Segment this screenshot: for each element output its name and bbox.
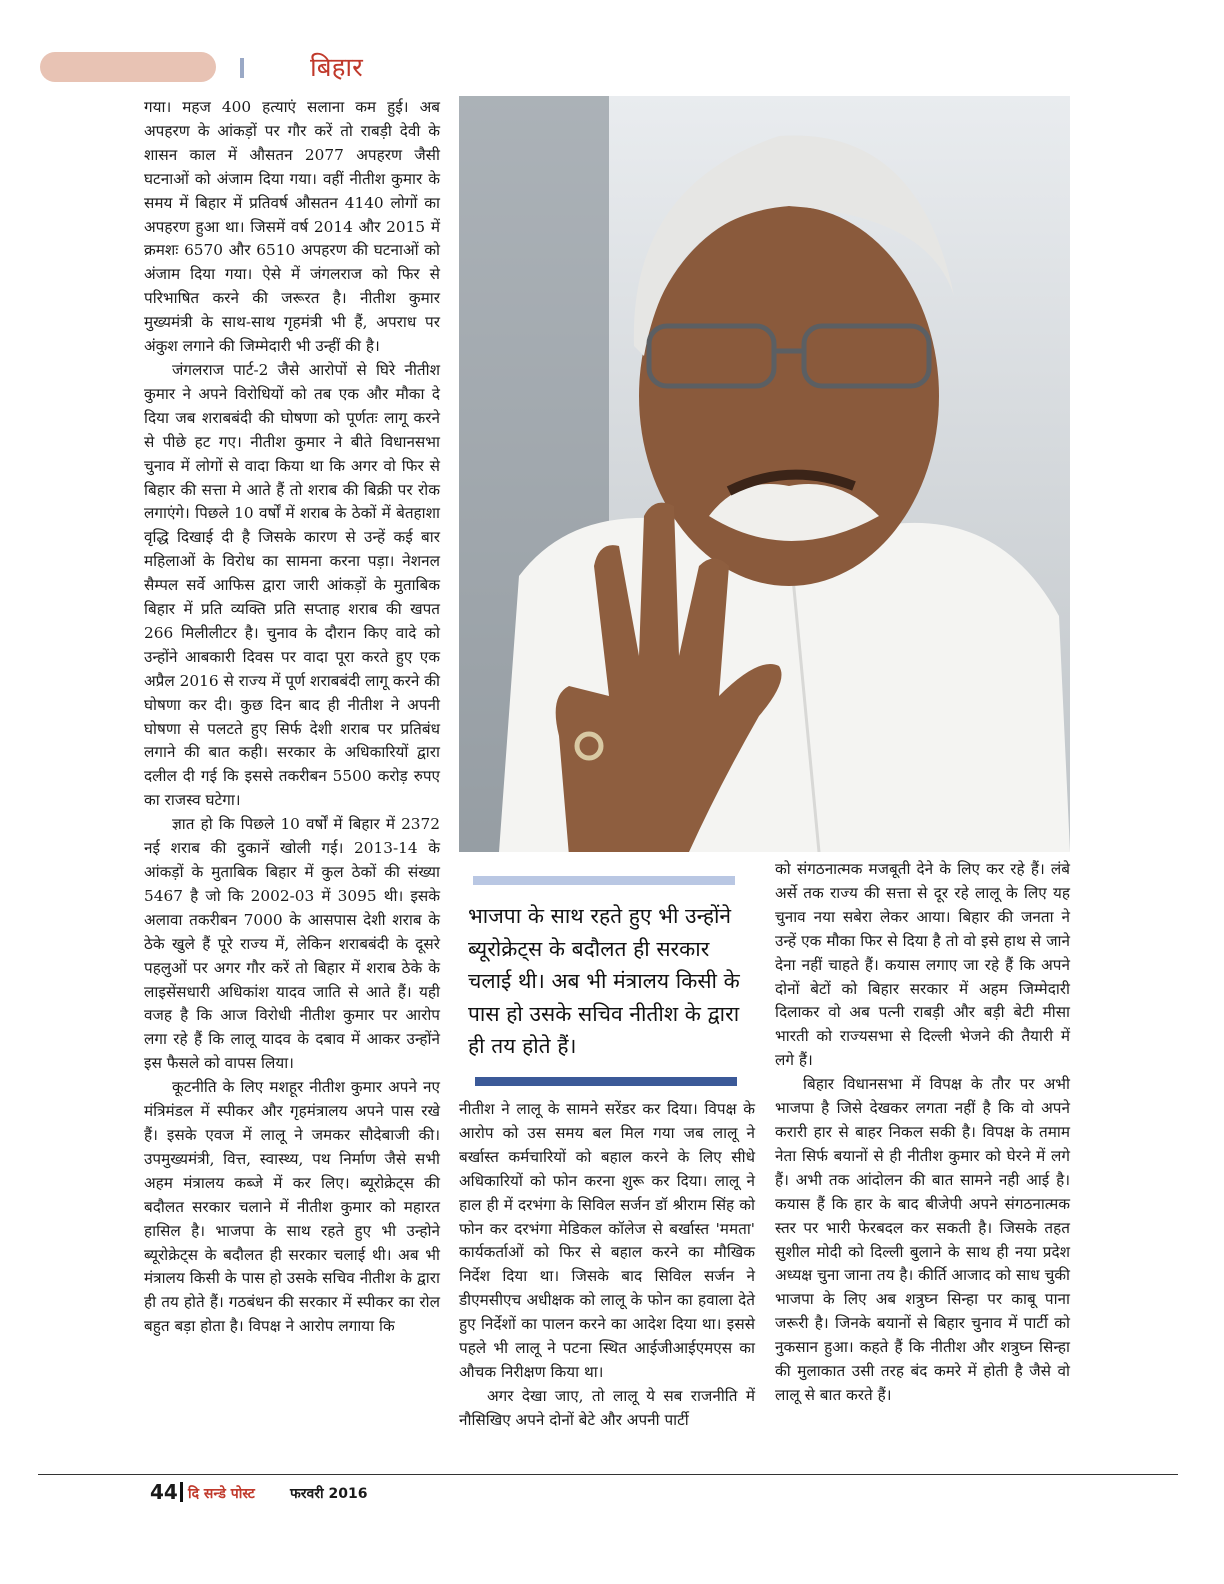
paragraph: नीतीश ने लालू के सामने सरेंडर कर दिया। विपक्ष के आरोप को उस समय बल मिल गया जब लालू ने बर्खास्त कर्मचारियों को बहाल करने के लिए सीधे अधिकारियों को फोन करना शुरू कर दिया। लालू ने हाल ही में दरभंगा के सिविल सर्जन डॉ श्रीराम सिंह को फोन कर दरभंगा मेडिकल कॉलेज से बर्खास्त 'ममता' कार्यकर्ताओं को फिर से बहाल करने का मौखिक निर्देश दिया था। जिसके बाद सिविल सर्जन ने डीएमसीएच अधीक्षक को लालू के फोन का हवाला देते हुए निर्देशों का पालन करने का आदेश दिया था। इससे पहले भी लालू ने पटना स्थित आईजीआईएमएस का औचक निरीक्षण किया था। <box>459 1100 755 1381</box>
paragraph: अगर देखा जाए, तो लालू ये सब राजनीति में नौसिखिए अपने दोनों बेटे और अपनी पार्टी <box>459 1386 755 1429</box>
magazine-logo: दि सन्डे पोस्ट <box>188 1486 255 1502</box>
pull-quote-bottom-rule <box>475 1077 737 1086</box>
paragraph: कूटनीति के लिए मशहूर नीतीश कुमार अपने नए मंत्रिमंडल में स्पीकर और गृहमंत्रालय अपने पास रखे हैं। इसके एवज में लालू ने जमकर सौदेबाजी की। उपमुख्यमंत्री, वित्त, स्वास्थ्य, पथ निर्माण जैसे सभी अहम मंत्रालय कब्जे में कर लिए। ब्यूरोक्रेट्स की बदौलत सरकार चलाने में नीतीश कुमार को महारत हासिल है। भाजपा के साथ रहते हुए भी उन्होने ब्यूरोक्रेट्स के बदौलत ही सरकार चलाई थी। अब भी मंत्रालय किसी के पास हो उसके सचिव नीतीश के द्वारा ही तय होते हैं। गठबंधन की सरकार में स्पीकर का रोल बहुत बड़ा होता है। विपक्ष ने आरोप लगाया कि <box>144 1078 440 1336</box>
article-column-middle <box>459 1098 755 1433</box>
page-number: 44 <box>150 1480 178 1504</box>
section-divider <box>240 58 244 78</box>
paragraph: बिहार विधानसभा में विपक्ष के तौर पर अभी भाजपा है जिसे देखकर लगता नहीं है कि वो अपने करारी हार से बाहर निकल सकी है। विपक्ष के तमाम नेता सिर्फ बयानों से ही नीतीश कुमार को घेरने में लगे हैं। अभी तक आंदोलन की बात सामने नही आई है। कयास हैं कि हार के बाद बीजेपी अपने संगठनात्मक स्तर पर भारी फेरबदल कर सकती है। जिसके तहत सुशील मोदी को दिल्ली बुलाने के साथ ही नया प्रदेश अध्यक्ष चुना जाना तय है। कीर्ति आजाद को साध चुकी भाजपा के लिए अब शत्रुघ्न सिन्हा पर काबू पाना जरूरी है। जिनके बयानों से बिहार चुनाव में पार्टी को नुकसान हुआ। कहते हैं कि नीतीश और शत्रुघ्न सिन्हा की मुलाकात उसी तरह बंद कमरे में होती है जैसे वो लालू से बात करते हैं। <box>775 1075 1070 1404</box>
paragraph: को संगठनात्मक मजबूती देने के लिए कर रहे हैं। लंबे अर्से तक राज्य की सत्ता से दूर रहे लालू के लिए यह चुनाव नया सबेरा लेकर आया। बिहार की जनता ने उन्हें एक मौका फिर से दिया है तो वो इसे हाथ से जाने देना नहीं चाहते हैं। कयास लगाए जा रहे हैं कि अपने दोनों बेटों को बिहार सरकार में अहम जिम्मेदारी दिलाकर वो अब पत्नी राबड़ी और बड़ी बेटी मीसा भारती को राज्यसभा से दिल्ली भेजने की तैयारी में लगे हैं। <box>775 860 1070 1070</box>
footer-separator <box>180 1482 183 1502</box>
section-tab-pill <box>40 52 216 82</box>
section-title: बिहार <box>310 53 363 83</box>
article-column-right <box>775 858 1070 1408</box>
paragraph: गया। महज 400 हत्याएं सलाना कम हुई। अब अपहरण के आंकड़ों पर गौर करें तो राबड़ी देवी के शासन काल में औसतन 2077 अपहरण जैसी घटनाओं को अंजाम दिया गया। वहीं नीतीश कुमार के समय में बिहार में प्रतिवर्ष औसतन 4140 लोगों का अपहरण हुआ था। जिसमें वर्ष 2014 और 2015 में क्रमशः 6570 और 6510 अपहरण की घटनाओं को अंजाम दिया गया। ऐसे में जंगलराज को फिर से परिभाषित करने की जरूरत है। नीतीश कुमार मुख्यमंत्री के साथ-साथ गृहमंत्री भी हैं, अपराध पर अंकुश लगाने की जिम्मेदारी भी उन्हीं की है। <box>144 98 440 356</box>
politician-photo <box>459 96 1070 852</box>
paragraph: ज्ञात हो कि पिछले 10 वर्षों में बिहार में 2372 नई शराब की दुकानें खोली गई। 2013-14 के आंकड़ों के मुताबिक बिहार में कुल ठेकों की संख्या 5467 है जो कि 2002-03 में 3095 थी। इसके अलावा तकरीबन 7000 के आसपास देशी शराब के ठेके खुले हैं पूरे राज्य में, लेकिन शराबबंदी के दूसरे पहलुओं पर अगर गौर करें तो बिहार में शराब ठेके के लाइसेंसधारी अधिकांश यादव जाति से आते हैं। यही वजह है कि आज विरोधी नीतीश कुमार पर आरोप लगा रहे हैं कि लालू यादव के दबाव में आकर उन्होंने इस फैसले को वापस लिया। <box>144 815 440 1073</box>
issue-date: फरवरी 2016 <box>290 1486 368 1502</box>
article-column-left <box>144 96 440 1339</box>
pull-quote-top-rule <box>473 876 735 885</box>
footer-rule <box>38 1474 1178 1475</box>
portrait-illustration <box>459 96 1070 852</box>
pull-quote: भाजपा के साथ रहते हुए भी उन्होंने ब्यूरोक्रेट्स के बदौलत ही सरकार चलाई थी। अब भी मंत्रालय किसी के पास हो उसके सचिव नीतीश के द्वारा ही तय होते हैं। <box>468 904 740 1058</box>
paragraph: जंगलराज पार्ट-2 जैसे आरोपों से घिरे नीतीश कुमार ने अपने विरोधियों को तब एक और मौका दे दिया जब शराबबंदी की घोषणा को पूर्णतः लागू करने से पीछे हट गए। नीतीश कुमार ने बीते विधानसभा चुनाव में लोगों से वादा किया था कि अगर वो फिर से बिहार की सत्ता मे आते हैं तो शराब की बिक्री पर रोक लगाएंगे। पिछले 10 वर्षों में शराब के ठेकों में बेतहाशा वृद्धि दिखाई दी है जिसके कारण से उन्हें कई बार महिलाओं के विरोध का सामना करना पड़ा। नेशनल सैम्पल सर्वे आफिस द्वारा जारी आंकड़ों के मुताबिक बिहार में प्रति व्यक्ति प्रति सप्ताह शराब की खपत 266 मिलीलीटर है। चुनाव के दौरान किए वादे को उन्होंने आबकारी दिवस पर वादा पूरा करते हुए एक अप्रैल 2016 से राज्य में पूर्ण शराबबंदी लागू करने की घोषणा कर दी। कुछ दिन बाद ही नीतीश ने अपनी घोषणा से पलटते हुए सिर्फ देशी शराब पर प्रतिबंध लगाने की बात कही। सरकार के अधिकारियों द्वारा दलील दी गई कि इससे तकरीबन 5500 करोड़ रुपए का राजस्व घटेगा। <box>144 360 440 810</box>
